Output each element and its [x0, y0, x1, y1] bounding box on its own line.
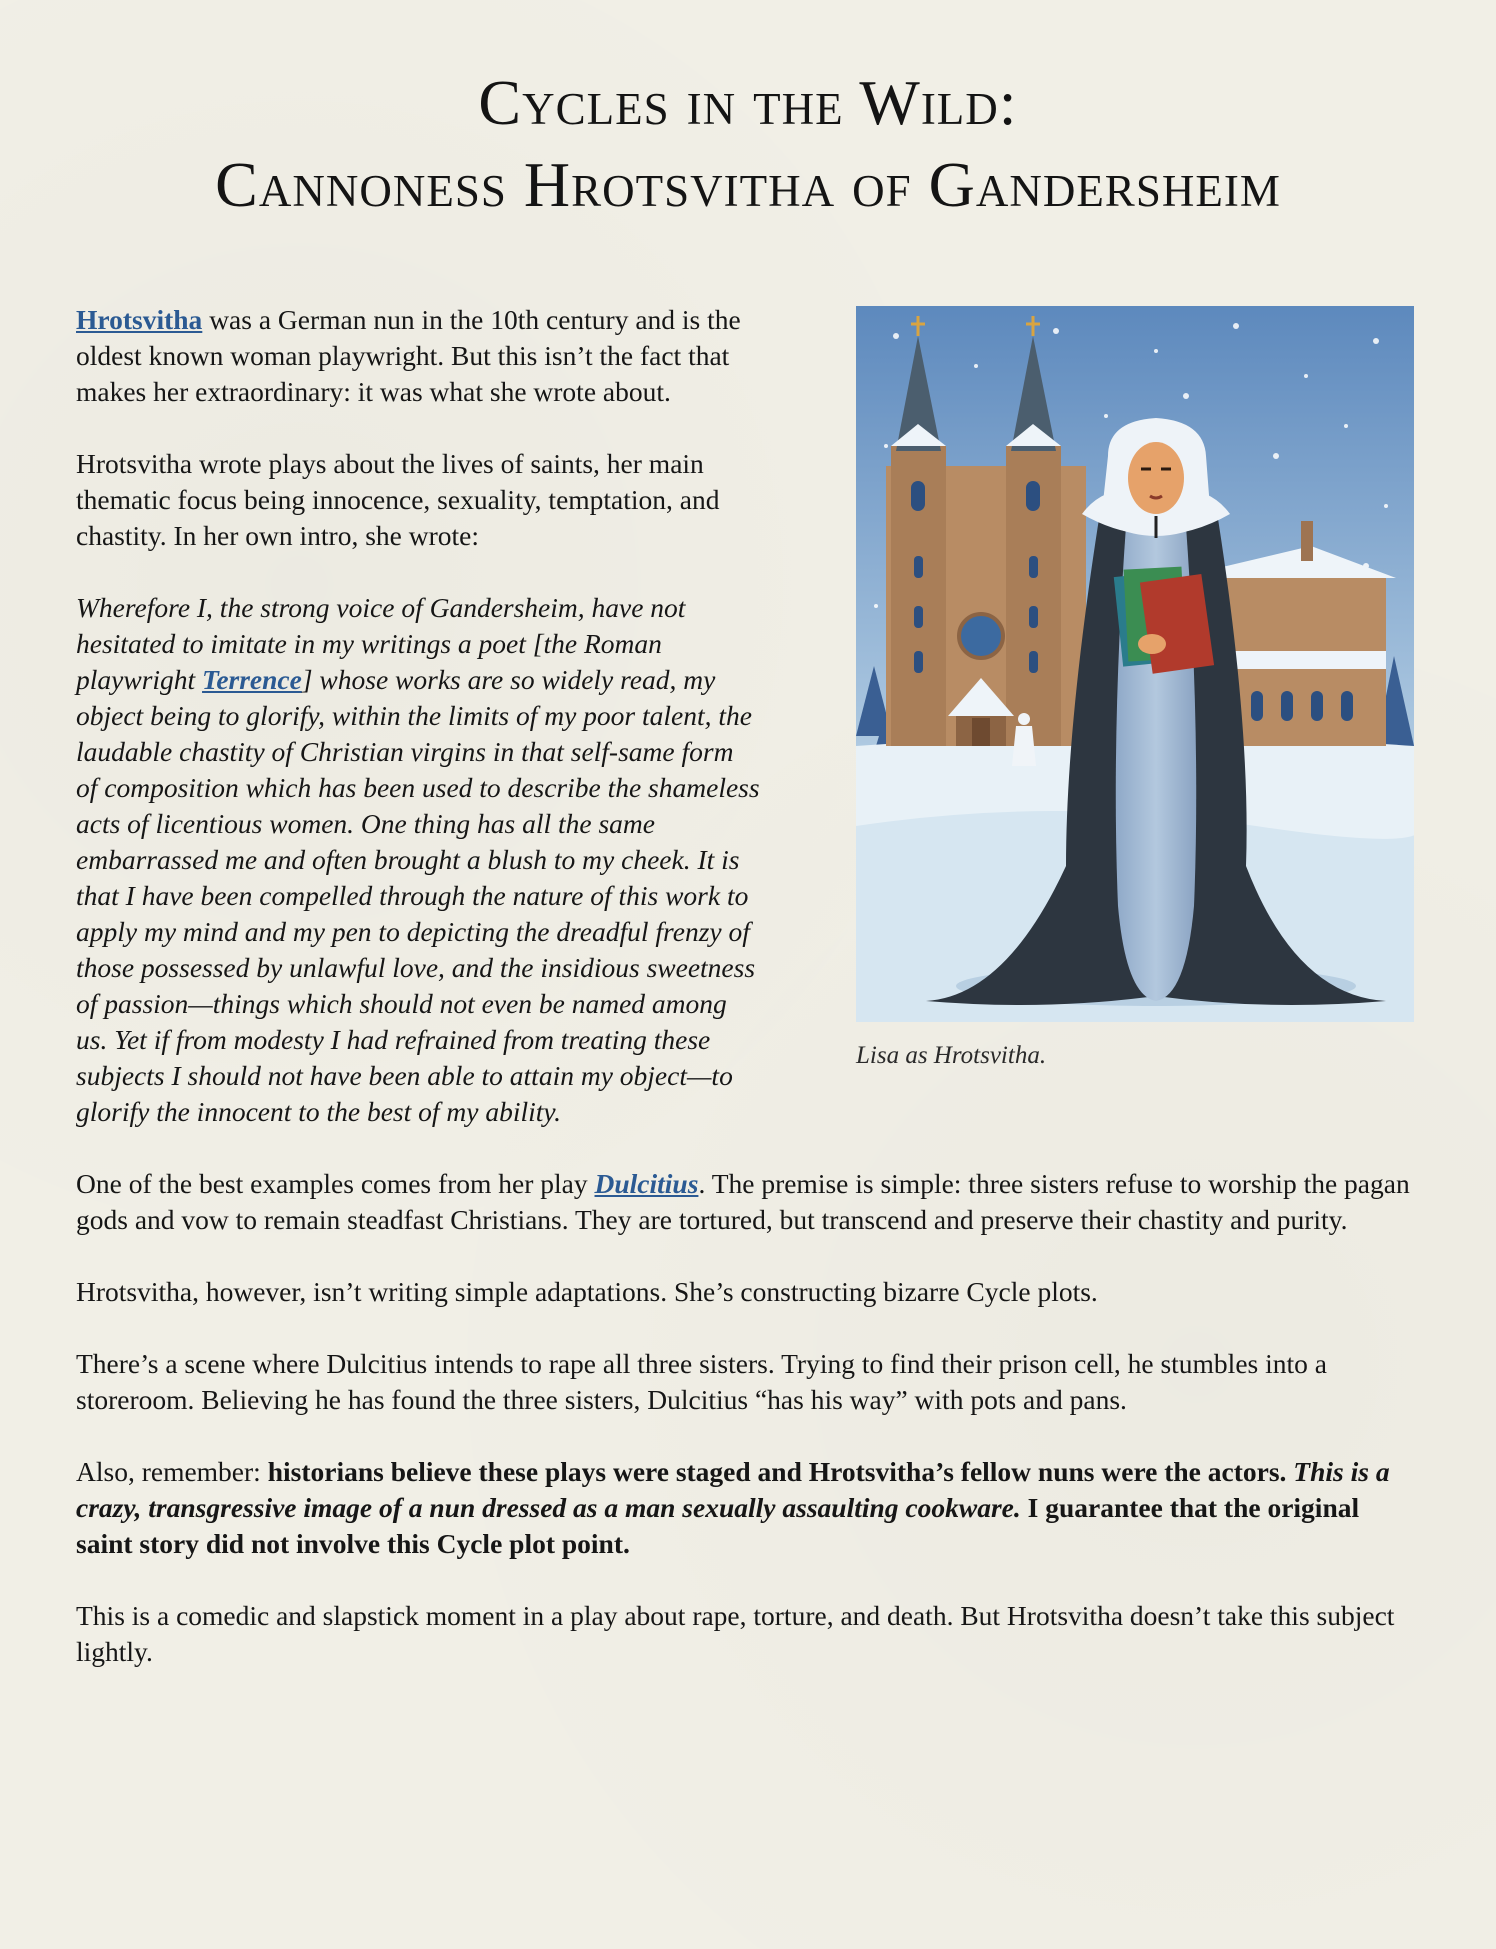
paragraph-conclusion: This is a comedic and slapstick moment in a play about rape, torture, and death. But Hrotsvitha doesn’t take this subject lightly. [76, 1600, 1395, 1667]
dulcitius-before: One of the best examples comes from her play [76, 1168, 595, 1199]
intro-text: was a German nun in the 10th century and is the oldest known woman playwright. But this isn’t the fact that makes her extraordinary: it was what she wrote about. [76, 304, 741, 407]
dulcitius-link[interactable]: Dulcitius [594, 1168, 699, 1199]
hrotsvitha-link[interactable]: Hrotsvitha [76, 304, 203, 335]
article-body [76, 302, 1416, 1706]
figure [826, 306, 1426, 1150]
remember-bold-1: historians believe these plays were staged and Hrotsvitha’s fellow nuns were the actors. [267, 1456, 1294, 1487]
title-line-1: Cycles in the Wild: [478, 67, 1018, 138]
title-line-2: Cannoness Hrotsvitha of Gandersheim [215, 149, 1281, 220]
paragraph-remember [76, 1454, 1416, 1562]
hrotsvitha-illustration [856, 306, 1414, 1022]
page-title [0, 62, 1496, 226]
paragraph-scene: There’s a scene where Dulcitius intends to rape all three sisters. Trying to find their prison cell, he stumbles into a storeroom. Believing he has found the three sisters, Dulcitius “has his way” with pots and pans. [76, 1348, 1327, 1415]
paragraph-themes: Hrotsvitha wrote plays about the lives of saints, her main thematic focus being innocence, sexuality, temptation, and chastity. In her own intro, she wrote: [76, 448, 720, 551]
remember-bold-2: I guarantee that the original saint story did not involve this Cycle plot point. [76, 1492, 1360, 1559]
figure-caption: Lisa as Hrotsvitha. [856, 1042, 1047, 1069]
dulcitius-after: . The premise is simple: three sisters refuse to worship the pagan gods and vow to remain steadfast Christians. They are tortured, but transcend and preserve their chastity and purity. [76, 1168, 1410, 1235]
remember-lead: Also, remember: [76, 1456, 268, 1487]
paragraph-adaptations: Hrotsvitha, however, isn’t writing simple adaptations. She’s constructing bizarre Cycle plots. [76, 1276, 1098, 1307]
quote-before: Wherefore I, the strong voice of Gandersheim, have not hesitated to imitate in my writings a poet [the Roman playwright [76, 592, 686, 695]
terrence-link[interactable]: Terrence [202, 664, 302, 695]
paragraph-dulcitius [76, 1166, 1416, 1238]
remember-bold-italic: This is a crazy, transgressive image of a nun dressed as a man sexually assaulting cookware. [76, 1456, 1390, 1523]
quote-after: ] whose works are so widely read, my object being to glorify, within the limits of my poor talent, the laudable chastity of Christian virgins in that self-same form of composition which has been used to describe the shameless acts of licentious women. One thing has all the same embarrassed me and often brought a blush to my cheek. It is that I have been compelled through the nature of this work to apply my mind and my pen to depicting the dreadful frenzy of those possessed by unlawful love, and the insidious sweetness of passion—things which should not even be named among us. Yet if from modesty I had refrained from treating these subjects I should not have been able to attain my object—to glorify the innocent to the best of my ability. [76, 664, 760, 1127]
